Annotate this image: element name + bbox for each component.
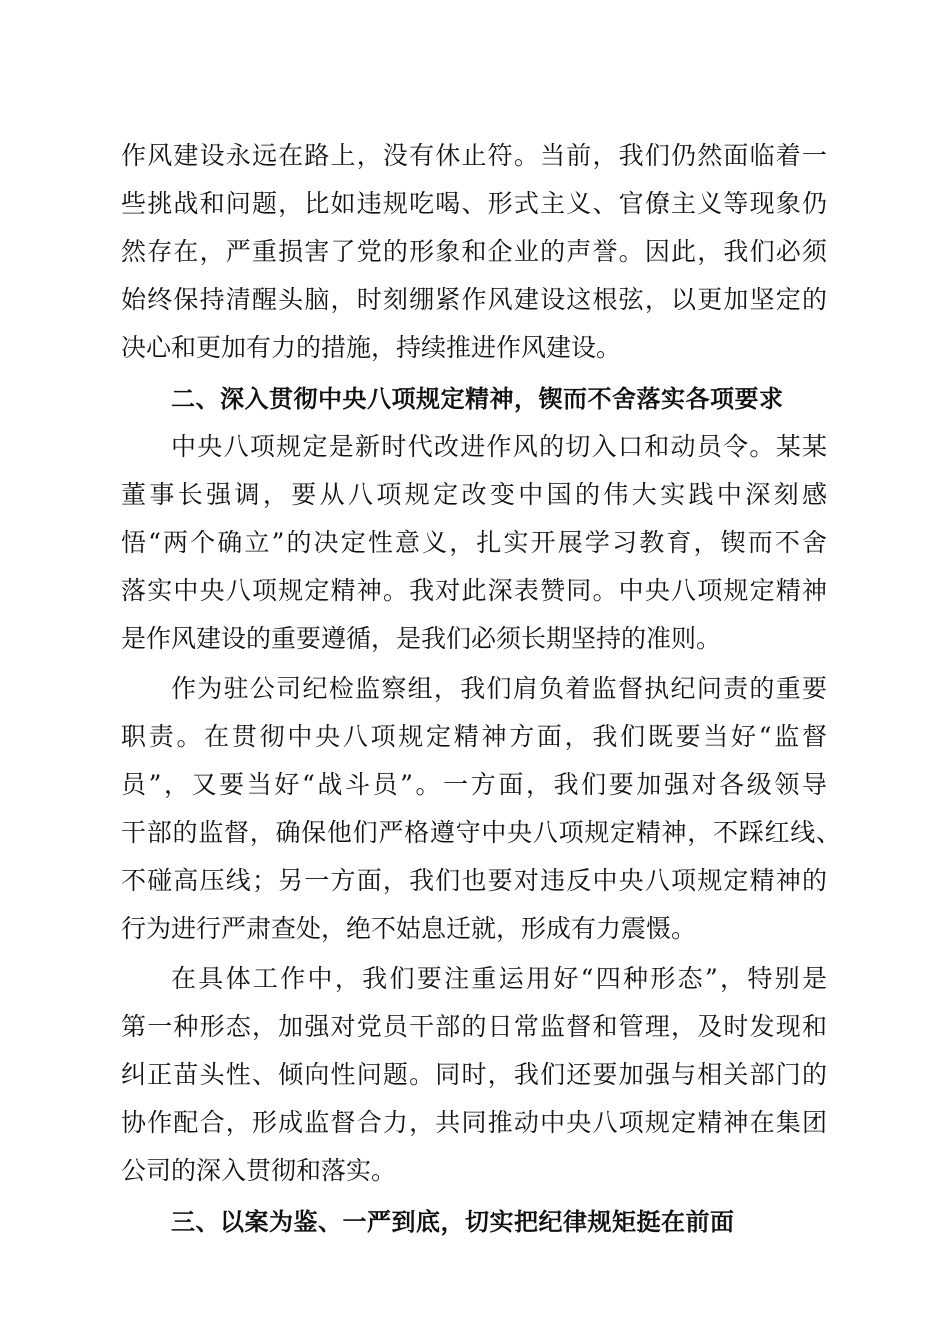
paragraph-line: 公司的深入贯彻和落实。 <box>121 1156 397 1185</box>
section-heading: 二、深入贯彻中央八项规定精神，锲而不舍落实各项要求 <box>171 385 784 413</box>
paragraph-line: 悟“两个确立”的决定性意义，扎实开展学习教育，锲而不舍 <box>121 528 827 557</box>
paragraph-line: 不碰高压线；另一方面，我们也要对违反中央八项规定精神的 <box>121 866 827 895</box>
paragraph-line: 始终保持清醒头脑，时刻绷紧作风建设这根弦，以更加坚定的 <box>121 285 827 314</box>
paragraph-line: 作风建设永远在路上，没有休止符。当前，我们仍然面临着一 <box>121 141 827 170</box>
paragraph-line: 然存在，严重损害了党的形象和企业的声誉。因此，我们必须 <box>121 237 827 266</box>
paragraph-line: 协作配合，形成监督合力，共同推动中央八项规定精神在集团 <box>121 1108 827 1137</box>
paragraph-line: 干部的监督，确保他们严格遵守中央八项规定精神，不踩红线、 <box>121 818 841 847</box>
paragraph-line: 些挑战和问题，比如违规吃喝、形式主义、官僚主义等现象仍 <box>121 189 827 218</box>
paragraph-line: 在具体工作中，我们要注重运用好“四种形态”，特别是 <box>171 964 827 993</box>
paragraph-line: 员”，又要当好“战斗员”。一方面，我们要加强对各级领导 <box>121 770 827 799</box>
paragraph-line: 董事长强调，要从八项规定改变中国的伟大实践中深刻感 <box>121 480 827 509</box>
paragraph-line: 中央八项规定是新时代改进作风的切入口和动员令。某某 <box>171 432 827 461</box>
paragraph-line: 是作风建设的重要遵循，是我们必须长期坚持的准则。 <box>121 624 722 653</box>
paragraph-line: 第一种形态，加强对党员干部的日常监督和管理，及时发现和 <box>121 1012 827 1041</box>
paragraph-line: 决心和更加有力的措施，持续推进作风建设。 <box>121 333 622 362</box>
paragraph-line: 职责。在贯彻中央八项规定精神方面，我们既要当好“监督 <box>121 722 827 751</box>
section-heading: 三、以案为鉴、一严到底，切实把纪律规矩挺在前面 <box>171 1208 735 1236</box>
paragraph-line: 纠正苗头性、倾向性问题。同时，我们还要加强与相关部门的 <box>121 1060 827 1089</box>
paragraph-line: 落实中央八项规定精神。我对此深表赞同。中央八项规定精神 <box>121 576 827 605</box>
paragraph-line: 作为驻公司纪检监察组，我们肩负着监督执纪问责的重要 <box>171 674 827 703</box>
paragraph-line: 行为进行严肃查处，绝不姑息迁就，形成有力震慑。 <box>121 914 697 943</box>
